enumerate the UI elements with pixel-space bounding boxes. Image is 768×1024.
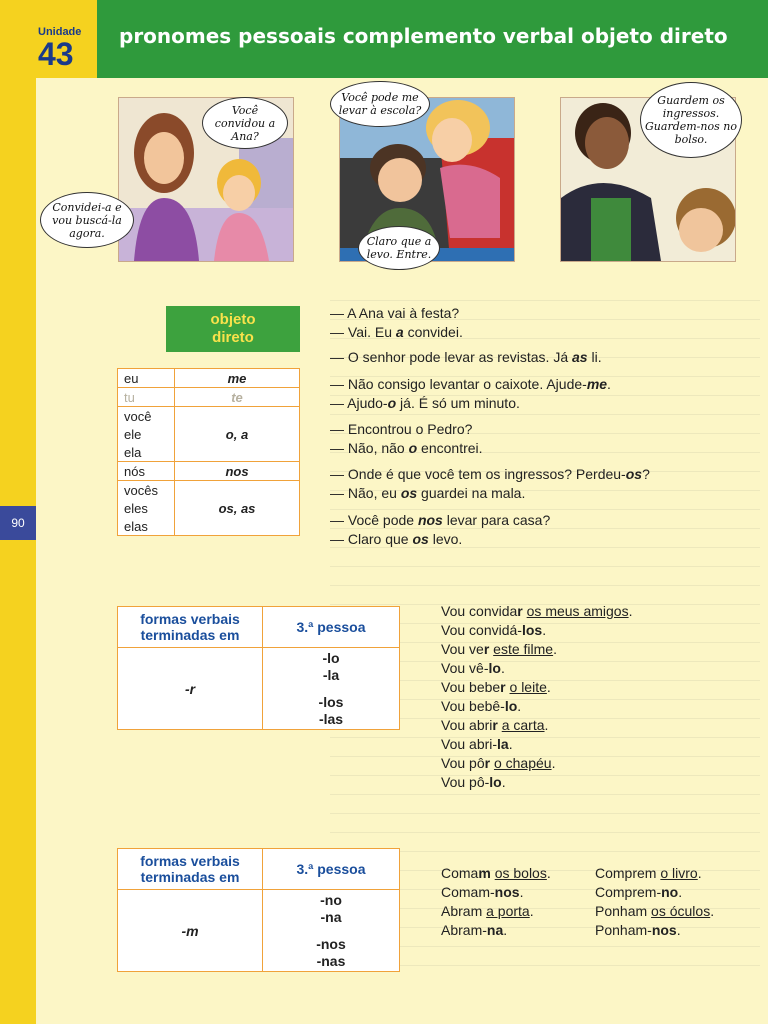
- example-line: [441, 697, 632, 716]
- example-line: [441, 921, 551, 940]
- dialogue-text: — Claro que: [330, 531, 413, 547]
- example-text: Comam-: [441, 884, 495, 900]
- dialogue-line: [330, 323, 463, 342]
- object-table-title: [166, 306, 300, 352]
- example-line: [441, 602, 632, 621]
- table-row: [118, 369, 300, 388]
- example-object: o livro: [660, 865, 698, 881]
- verb-ending: -m: [118, 890, 263, 972]
- dialogue-text: — Você pode: [330, 512, 418, 528]
- example-line: [441, 773, 632, 792]
- column-header-forms: formas verbais terminadas em: [118, 849, 263, 890]
- example-text: .: [678, 884, 683, 900]
- examples-m-right-list: [595, 864, 714, 940]
- subject-pronoun: nós: [118, 462, 175, 481]
- pronoun-forms: [263, 890, 400, 972]
- example-text: Vou abri: [441, 717, 493, 733]
- table-row: [118, 481, 300, 500]
- unit-label: Unidade: [38, 26, 82, 38]
- subject-pronoun: tu: [118, 388, 175, 407]
- dialogue-text: — Não consigo levantar o caixote. Ajude-: [330, 376, 587, 392]
- highlight-pronoun: os: [412, 531, 429, 547]
- dialogue-line: [330, 511, 550, 530]
- form-item: -los: [318, 693, 344, 710]
- dialogue-text: — A Ana vai à festa?: [330, 305, 460, 321]
- subject-pronoun: vocês: [118, 481, 175, 500]
- speech-bubble-answer: Claro que a levo. Entre.: [358, 226, 440, 270]
- subject-pronoun: eu: [118, 369, 175, 388]
- dialogue-text: ?: [642, 466, 650, 482]
- example-text: .: [517, 698, 522, 714]
- example-text: Coma: [441, 865, 479, 881]
- highlight-pronoun: as: [572, 349, 588, 365]
- example-ending: lo: [488, 660, 501, 676]
- example-ending: m: [478, 865, 491, 881]
- dialogue-3: [330, 375, 611, 413]
- dialogue-line: [330, 348, 602, 367]
- dialogue-2: [330, 348, 602, 367]
- dialogue-text: levar para casa?: [442, 512, 551, 528]
- dialogue-text: encontrei.: [417, 440, 483, 456]
- column-header-person: 3.ª pessoa: [263, 849, 400, 890]
- example-object: os óculos: [651, 903, 711, 919]
- form-item: -nos: [316, 935, 346, 952]
- speech-bubble-answer: Convidei-a e vou buscá-la agora.: [40, 192, 134, 248]
- example-line: [441, 678, 632, 697]
- object-title-line2: direto: [212, 329, 254, 346]
- form-item: -nas: [316, 952, 346, 969]
- example-text: Ponham-: [595, 922, 652, 938]
- highlight-pronoun: a: [395, 324, 404, 340]
- highlight-pronoun: o: [408, 440, 418, 456]
- example-line: [441, 754, 632, 773]
- highlight-pronoun: me: [586, 376, 608, 392]
- dialogue-text: — Onde é que você tem os ingressos? Perdeu-: [330, 466, 626, 482]
- dialogue-line: [330, 394, 611, 413]
- example-text: Vou convidá-: [441, 622, 522, 638]
- verb-ending: -r: [118, 648, 263, 730]
- dialogue-line: [330, 420, 483, 439]
- example-text: Ponham: [595, 903, 652, 919]
- example-text: .: [529, 903, 534, 919]
- example-text: .: [542, 622, 547, 638]
- example-line: [441, 864, 551, 883]
- example-text: Abram: [441, 903, 487, 919]
- speech-bubble-question: Você convidou a Ana?: [202, 97, 288, 149]
- highlight-pronoun: o: [387, 395, 397, 411]
- dialogue-4: [330, 420, 483, 458]
- dialogue-line: [330, 484, 650, 503]
- subject-pronoun: eles: [118, 499, 175, 517]
- dialogue-text: .: [607, 376, 611, 392]
- form-item: -lo: [322, 649, 340, 666]
- example-line: [441, 640, 632, 659]
- subject-pronoun: ele: [118, 425, 175, 443]
- example-ending: r: [517, 603, 523, 619]
- example-text: .: [628, 603, 633, 619]
- example-text: Vou bebê-: [441, 698, 505, 714]
- example-text: Vou bebe: [441, 679, 501, 695]
- example-line: [441, 716, 632, 735]
- dialogue-line: [330, 439, 483, 458]
- highlight-pronoun: os: [625, 466, 643, 482]
- example-ending: no: [661, 884, 679, 900]
- example-text: .: [544, 717, 549, 733]
- form-item: -na: [320, 908, 342, 925]
- example-text: .: [500, 660, 505, 676]
- example-line: [441, 735, 632, 754]
- pronoun-object-table: [117, 368, 300, 536]
- dialogue-line: [330, 375, 611, 394]
- examples-m-left-list: [441, 864, 551, 940]
- dialogue-line: [330, 530, 550, 549]
- examples-r-list: [441, 602, 632, 792]
- object-pronoun: te: [175, 388, 300, 407]
- example-text: .: [508, 736, 513, 752]
- page-header: [97, 0, 768, 78]
- example-ending: lo: [504, 698, 518, 714]
- example-text: .: [503, 922, 508, 938]
- dialogue-1: [330, 304, 463, 342]
- dialogue-text: — Encontrou o Pedro?: [330, 421, 473, 437]
- highlight-pronoun: os: [400, 485, 418, 501]
- object-pronoun: o, a: [175, 407, 300, 462]
- example-ending: nos: [651, 922, 677, 938]
- page-title: pronomes pessoais complemento verbal objeto direto: [119, 24, 728, 48]
- example-text: .: [676, 922, 681, 938]
- dialogue-6: [330, 511, 550, 549]
- pronoun-forms: [263, 648, 400, 730]
- example-ending: na: [486, 922, 504, 938]
- speech-bubble-instruction: Guardem os ingressos. Guardem-nos no bolso.: [640, 82, 742, 158]
- example-object: o chapéu: [493, 755, 552, 771]
- example-object: os bolos: [494, 865, 547, 881]
- object-pronoun: me: [227, 370, 247, 386]
- dialogue-text: guardei na mala.: [417, 485, 526, 501]
- example-object: o leite: [509, 679, 547, 695]
- example-text: Vou pô: [441, 755, 485, 771]
- form-item: -no: [320, 891, 342, 908]
- example-ending: los: [521, 622, 543, 638]
- example-line: [441, 621, 632, 640]
- example-object: este filme: [493, 641, 554, 657]
- example-line: [441, 883, 551, 902]
- example-object: a carta: [501, 717, 545, 733]
- column-header-person: 3.ª pessoa: [263, 607, 400, 648]
- example-text: .: [519, 884, 524, 900]
- unit-number: 43: [38, 36, 74, 72]
- dialogue-text: — Ajudo-: [330, 395, 388, 411]
- dialogue-text: convidei.: [403, 324, 463, 340]
- example-object: a porta: [486, 903, 530, 919]
- dialogue-text: — Não, não: [330, 440, 409, 456]
- example-text: Vou abri-: [441, 736, 498, 752]
- dialogue-line: [330, 465, 650, 484]
- table-row: [118, 462, 300, 481]
- example-text: .: [710, 903, 715, 919]
- table-row: [118, 407, 300, 426]
- subject-pronoun: elas: [118, 517, 175, 536]
- example-text: Comprem-: [595, 884, 662, 900]
- example-text: .: [697, 865, 702, 881]
- example-text: .: [501, 774, 506, 790]
- dialogue-text: li.: [587, 349, 602, 365]
- dialogue-text: — O senhor pode levar as revistas. Já: [330, 349, 572, 365]
- example-line: [595, 883, 714, 902]
- dialogue-text: levo.: [428, 531, 463, 547]
- example-text: .: [546, 865, 551, 881]
- example-ending: r: [492, 717, 498, 733]
- example-text: .: [551, 755, 556, 771]
- subject-pronoun: ela: [118, 443, 175, 462]
- object-pronoun: os, as: [175, 481, 300, 536]
- example-text: Vou vê-: [441, 660, 489, 676]
- table-row: [118, 388, 300, 407]
- dialogue-text: já. É só um minuto.: [396, 395, 520, 411]
- example-text: Abram-: [441, 922, 487, 938]
- example-text: Vou pô-: [441, 774, 490, 790]
- dialogue-text: — Não, eu: [330, 485, 401, 501]
- dialogue-line: [330, 304, 463, 323]
- form-item: -las: [318, 710, 344, 727]
- example-line: [595, 921, 714, 940]
- object-pronoun: nos: [175, 462, 300, 481]
- object-title-line1: objeto: [210, 311, 256, 328]
- example-text: Vou ve: [441, 641, 484, 657]
- verb-ending-r-table: [117, 606, 400, 730]
- page-number: 90: [0, 506, 36, 540]
- example-text: .: [553, 641, 557, 657]
- example-line: [441, 902, 551, 921]
- form-item: -la: [322, 666, 340, 683]
- example-line: [595, 864, 714, 883]
- example-line: [441, 659, 632, 678]
- example-object: os meus amigos: [526, 603, 629, 619]
- example-ending: lo: [489, 774, 502, 790]
- example-text: Vou convida: [441, 603, 518, 619]
- example-ending: la: [497, 736, 509, 752]
- dialogue-5: [330, 465, 650, 503]
- subject-pronoun: você: [118, 407, 175, 426]
- example-text: .: [546, 679, 551, 695]
- example-ending: r: [500, 679, 506, 695]
- example-ending: r: [484, 755, 491, 771]
- highlight-pronoun: nos: [417, 512, 443, 528]
- column-header-forms: formas verbais terminadas em: [118, 607, 263, 648]
- verb-ending-m-table: [117, 848, 400, 972]
- speech-bubble-question: Você pode me levar à escola?: [330, 81, 430, 127]
- example-text: Comprem: [595, 865, 661, 881]
- example-line: [595, 902, 714, 921]
- example-ending: r: [483, 641, 490, 657]
- example-ending: nos: [494, 884, 520, 900]
- dialogue-text: — Vai. Eu: [330, 324, 396, 340]
